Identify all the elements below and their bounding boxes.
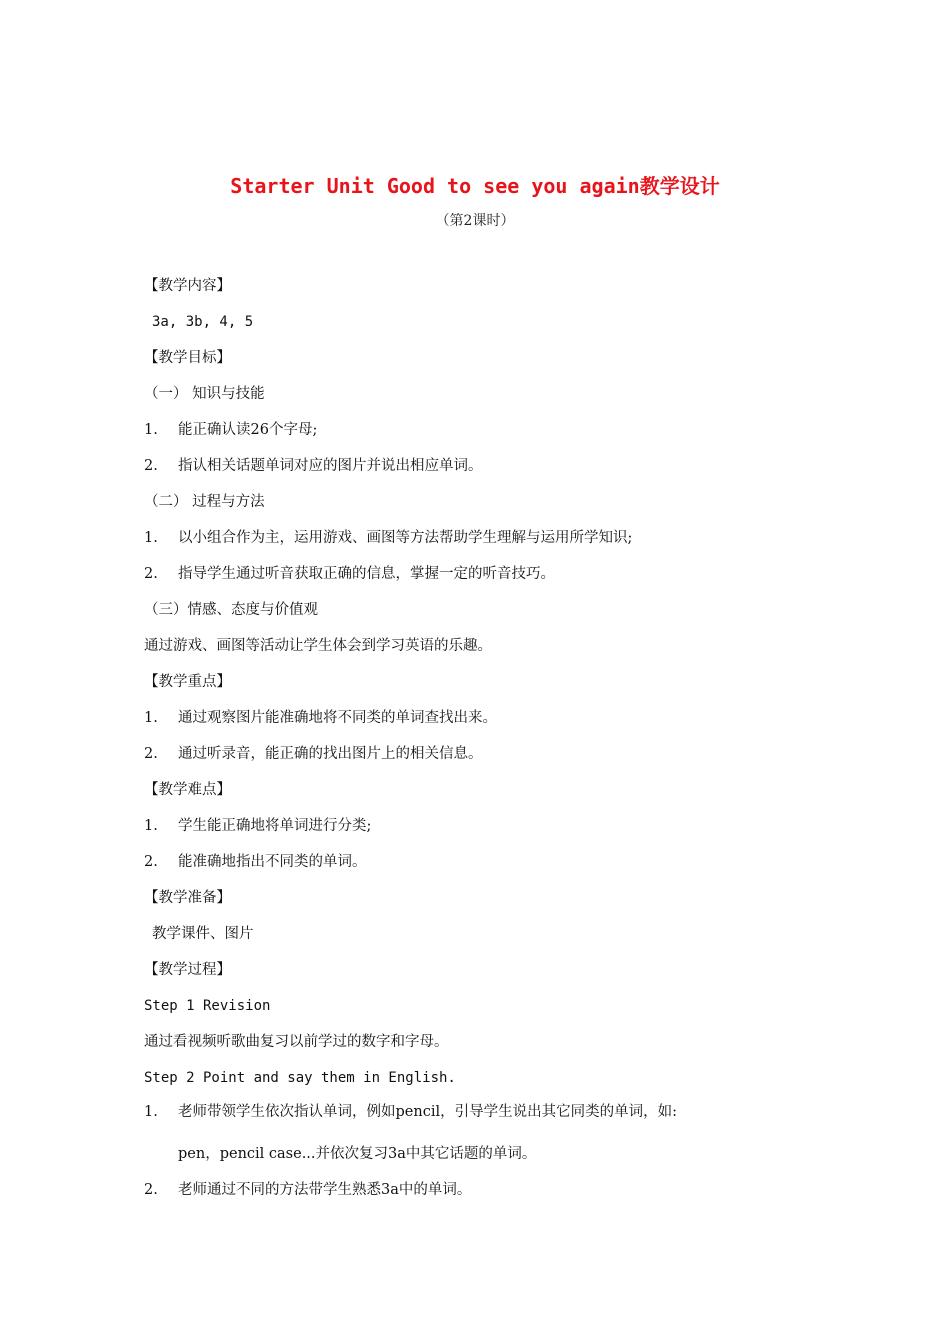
list-number: 2.	[144, 746, 158, 762]
list-number: 1.	[144, 422, 158, 438]
section-heading-content: 【教学内容】	[144, 278, 231, 294]
list-text: 以小组合作为主，运用游戏、画图等方法帮助学生理解与运用所学知识;	[178, 530, 633, 546]
step-1-heading: Step 1 Revision	[144, 998, 271, 1014]
section-heading-process: 【教学过程】	[144, 962, 231, 978]
list-text: 老师通过不同的方法带学生熟悉3a中的单词。	[178, 1182, 472, 1198]
list-text: 指认相关话题单词对应的图片并说出相应单词。	[178, 458, 483, 474]
list-item	[144, 1102, 677, 1122]
list-number: 2.	[144, 854, 158, 870]
section-heading-preparation: 【教学准备】	[144, 890, 231, 906]
list-item	[144, 744, 483, 764]
attitude-text: 通过游戏、画图等活动让学生体会到学习英语的乐趣。	[144, 638, 492, 654]
list-text: 通过听录音，能正确的找出图片上的相关信息。	[178, 746, 483, 762]
lesson-number: （第2课时）	[435, 213, 515, 229]
list-item	[144, 420, 317, 440]
list-number: 2.	[144, 458, 158, 474]
list-number: 1.	[144, 710, 158, 726]
preparation-text: 教学课件、图片	[152, 926, 254, 942]
section-heading-key-points: 【教学重点】	[144, 674, 231, 690]
list-number: 2.	[144, 566, 158, 582]
list-item	[144, 456, 483, 476]
list-text: 通过观察图片能准确地将不同类的单词查找出来。	[178, 710, 497, 726]
list-item-continuation: pen，pencil case...并依次复习3a中其它话题的单词。	[178, 1146, 537, 1162]
goal-subheading-knowledge: （一） 知识与技能	[144, 386, 265, 402]
step-2-heading: Step 2 Point and say them in English.	[144, 1070, 456, 1086]
list-item	[144, 528, 632, 548]
content-items: 3a, 3b, 4, 5	[152, 314, 254, 330]
section-heading-goals: 【教学目标】	[144, 350, 231, 366]
list-item	[144, 708, 497, 728]
list-text: 学生能正确地将单词进行分类;	[178, 818, 372, 834]
document-title: Starter Unit Good to see you again教学设计	[230, 174, 720, 198]
list-number: 2.	[144, 1182, 158, 1198]
step-1-text: 通过看视频听歌曲复习以前学过的数字和字母。	[144, 1034, 449, 1050]
list-item	[144, 816, 371, 836]
section-heading-difficulties: 【教学难点】	[144, 782, 231, 798]
list-text: 老师带领学生依次指认单词，例如pencil，引导学生说出其它同类的单词，如:	[178, 1104, 677, 1120]
list-item	[144, 852, 367, 872]
list-number: 1.	[144, 818, 158, 834]
list-item	[144, 564, 555, 584]
list-text: 能正确认读26个字母;	[178, 422, 318, 438]
goal-subheading-process: （二） 过程与方法	[144, 494, 265, 510]
goal-subheading-attitude: （三）情感、态度与价值观	[144, 602, 318, 618]
list-text: 指导学生通过听音获取正确的信息，掌握一定的听音技巧。	[178, 566, 555, 582]
list-text: 能准确地指出不同类的单词。	[178, 854, 367, 870]
list-number: 1.	[144, 1104, 158, 1120]
list-number: 1.	[144, 530, 158, 546]
list-item	[144, 1180, 471, 1200]
